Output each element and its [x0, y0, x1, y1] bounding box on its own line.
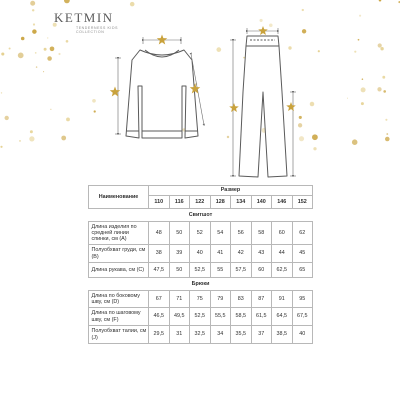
brand-name: KETMIN	[54, 10, 114, 25]
row-label: Длина по шаговому шву, см (F)	[89, 308, 149, 326]
size-column-header: 110	[149, 196, 170, 209]
table-cell: 38,5	[272, 326, 293, 344]
table-cell: 67	[149, 291, 170, 308]
table-cell: 67,5	[292, 308, 313, 326]
garment-diagrams	[0, 0, 400, 180]
row-label: Длина рукава, см (C)	[89, 263, 149, 278]
table-cell: 58,5	[231, 308, 252, 326]
table-row	[89, 326, 313, 344]
size-column-header: 146	[272, 196, 293, 209]
table-cell: 31	[169, 326, 190, 344]
table-cell: 52	[190, 222, 211, 245]
table-cell: 79	[210, 291, 231, 308]
size-column-header: 116	[169, 196, 190, 209]
table-cell: 83	[231, 291, 252, 308]
star-icon	[258, 26, 268, 35]
table-row	[89, 291, 313, 308]
table-cell: 48	[149, 222, 170, 245]
section-row	[89, 209, 313, 222]
name-header: Наименование	[89, 186, 149, 209]
size-column-header: 122	[190, 196, 211, 209]
row-label: Длина по боковому шву, см (D)	[89, 291, 149, 308]
table-cell: 46,5	[149, 308, 170, 326]
table-cell: 38	[149, 245, 170, 263]
table-cell: 40	[190, 245, 211, 263]
table-row	[89, 222, 313, 245]
table-cell: 60	[251, 263, 272, 278]
row-label: Полуобхват талии, см (J)	[89, 326, 149, 344]
size-column-header: 152	[292, 196, 313, 209]
table-cell: 37	[251, 326, 272, 344]
table-cell: 56	[231, 222, 252, 245]
row-label: Полуобхват груди, см (B)	[89, 245, 149, 263]
size-column-header: 134	[231, 196, 252, 209]
table-cell: 32,5	[190, 326, 211, 344]
table-cell: 55,5	[210, 308, 231, 326]
table-cell: 40	[292, 326, 313, 344]
size-column-header: 128	[210, 196, 231, 209]
brand-tagline-line2: COLLECTION	[76, 30, 105, 35]
table-cell: 50	[169, 222, 190, 245]
star-icon	[110, 87, 120, 97]
table-cell: 60	[272, 222, 293, 245]
size-column-header: 140	[251, 196, 272, 209]
table-cell: 52,5	[190, 263, 211, 278]
table-cell: 61,5	[251, 308, 272, 326]
table-row	[89, 308, 313, 326]
table-cell: 42	[231, 245, 252, 263]
table-cell: 50	[169, 263, 190, 278]
sweatshirt-drawing	[126, 50, 198, 138]
table-cell: 41	[210, 245, 231, 263]
table-cell: 35,5	[231, 326, 252, 344]
section-row	[89, 278, 313, 291]
pants-drawing	[239, 36, 287, 177]
table-cell: 49,5	[169, 308, 190, 326]
table-row	[89, 263, 313, 278]
row-label: Длина изделия по средней линии спинки, см (А)	[89, 222, 149, 245]
section-title: Брюки	[89, 278, 313, 291]
table-cell: 62	[292, 222, 313, 245]
table-cell: 58	[251, 222, 272, 245]
star-icon	[157, 35, 167, 45]
table-header-row	[89, 186, 313, 196]
table-cell: 52,5	[190, 308, 211, 326]
table-cell: 57,5	[231, 263, 252, 278]
table-cell: 71	[169, 291, 190, 308]
table-cell: 29,5	[149, 326, 170, 344]
table-cell: 43	[251, 245, 272, 263]
table-cell: 87	[251, 291, 272, 308]
star-icon	[229, 103, 239, 112]
table-cell: 95	[292, 291, 313, 308]
table-cell: 62,5	[272, 263, 293, 278]
table-cell: 47,5	[149, 263, 170, 278]
size-table	[88, 185, 313, 344]
table-cell: 65	[292, 263, 313, 278]
table-cell: 45	[292, 245, 313, 263]
table-cell: 34	[210, 326, 231, 344]
brand-tagline-line1: TENDERNESS KIDS	[76, 26, 119, 30]
table-cell: 44	[272, 245, 293, 263]
table-cell: 55	[210, 263, 231, 278]
size-header: Размер	[149, 186, 313, 196]
table-cell: 39	[169, 245, 190, 263]
table-cell: 91	[272, 291, 293, 308]
table-cell: 75	[190, 291, 211, 308]
table-row	[89, 245, 313, 263]
table-cell: 64,5	[272, 308, 293, 326]
table-cell: 54	[210, 222, 231, 245]
section-title: Свитшот	[89, 209, 313, 222]
star-icon	[286, 102, 296, 111]
